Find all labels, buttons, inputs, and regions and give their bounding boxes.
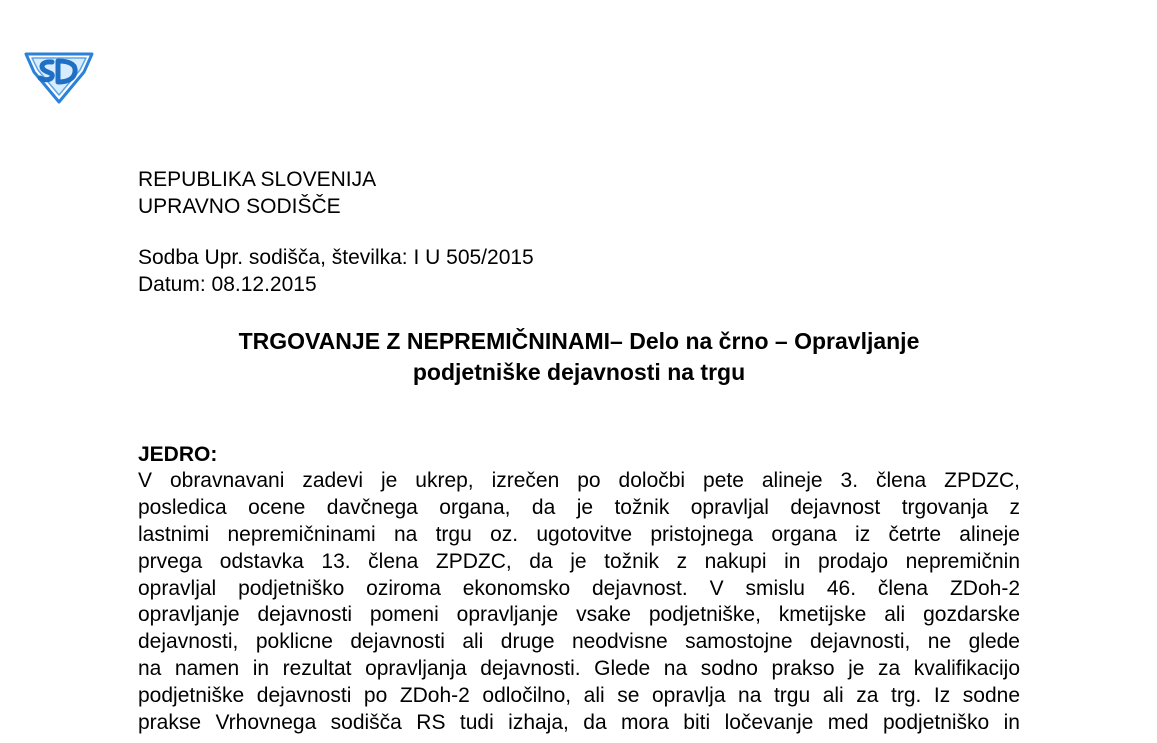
core-heading: JEDRO: (138, 443, 218, 466)
paragraph-line: dejavnosti, poklicne dejavnosti ali druge neodvisne samostojne dejavnosti, ne glede (138, 630, 1020, 654)
case-number: Sodba Upr. sodišča, številka: I U 505/2015 (138, 246, 534, 269)
paragraph-line: V obravnavani zadevi je ukrep, izrečen po določbi pete alineje 3. člena ZPDZC, (138, 469, 1020, 492)
paragraph-line: opravljal podjetniško oziroma ekonomsko dejavnost. V smislu 46. člena ZDoh-2 (138, 576, 1020, 600)
paragraph-line: prvega odstavka 13. člena ZPDZC, da je tožnik z nakupi in prodajo nepremičnin (138, 549, 1020, 573)
title-line-1: TRGOVANJE Z NEPREMIČNINAMI– Delo na črno – Opravljanje (238, 328, 920, 354)
court-header (138, 166, 376, 220)
title-line-2: podjetniške dejavnosti na trgu (412, 359, 746, 385)
shield-emblem-icon (22, 48, 96, 104)
paragraph-line: prakse Vrhovnega sodišča RS tudi izhaja, da mora biti ločevanje med podjetniško in (138, 711, 1020, 735)
paragraph-line: lastnimi nepremičninami na trgu oz. ugotovitve pristojnega organa iz četrte alineje (138, 522, 1020, 546)
case-info (138, 244, 534, 298)
paragraph-line: opravljanje dejavnosti pomeni opravljanje vsake podjetniške, kmetijske ali gozdarske (138, 603, 1020, 627)
paragraph-line: posledica ocene davčnega organa, da je tožnik opravljal dejavnost trgovanja z (138, 495, 1020, 519)
core-paragraph (138, 468, 1020, 737)
court-name: UPRAVNO SODIŠČE (138, 195, 341, 218)
country-name: REPUBLIKA SLOVENIJA (138, 168, 377, 191)
paragraph-line: na namen in rezultat opravljanja dejavnosti. Glede na sodno prakso je za kvalifikacijo (138, 657, 1020, 681)
court-logo-emblem (22, 48, 96, 104)
decision-date: Datum: 08.12.2015 (138, 273, 317, 296)
document-title (138, 326, 1020, 388)
paragraph-line: podjetniške dejavnosti po ZDoh-2 odločilno, ali se opravlja na trgu ali za trg. Iz sodne (138, 684, 1020, 708)
